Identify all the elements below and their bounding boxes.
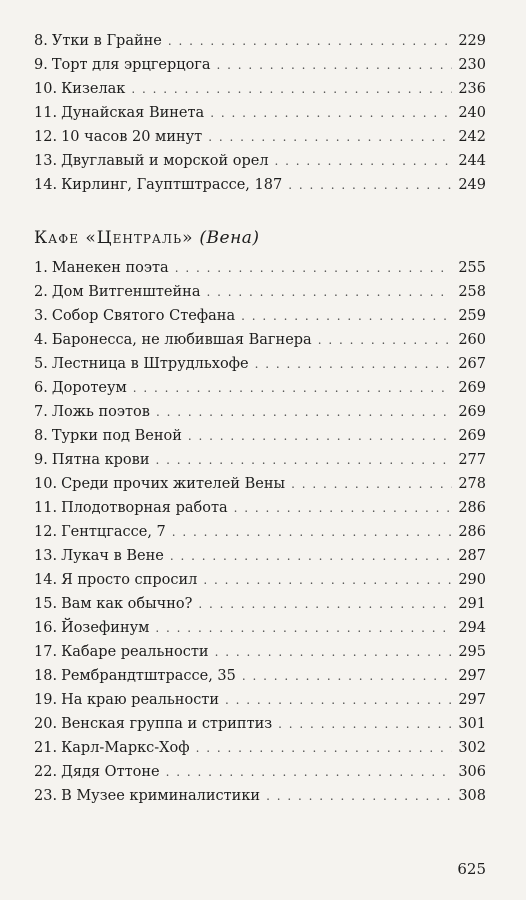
toc-entry — [34, 256, 486, 280]
toc-entry-page: 301 — [458, 716, 486, 732]
toc-dot-leader — [234, 496, 452, 520]
toc-entry — [34, 664, 486, 688]
toc-entry-title: Дом Витгенштейна — [51, 284, 201, 300]
toc-entry — [34, 424, 486, 448]
toc-entry-page: 259 — [458, 308, 486, 324]
toc-entry — [34, 173, 486, 197]
toc-list-cafe-central — [34, 256, 486, 808]
toc-entry-title: Лукач в Вене — [61, 548, 164, 564]
toc-dot-leader — [196, 736, 452, 760]
toc-entry-number: 12. — [34, 524, 58, 540]
toc-entry-title: Баронесса, не любившая Вагнера — [51, 332, 312, 348]
toc-entry — [34, 125, 486, 149]
toc-entry-page: 286 — [458, 500, 486, 516]
toc-entry-title: Кирлинг, Гауптштрассе, 187 — [61, 177, 283, 193]
toc-entry-title: Кизелак — [61, 81, 126, 97]
toc-dot-leader — [255, 352, 452, 376]
toc-entry — [34, 688, 486, 712]
toc-dot-leader — [266, 784, 452, 808]
toc-entry-page: 278 — [458, 476, 486, 492]
toc-entry — [34, 328, 486, 352]
toc-entry-number: 9. — [34, 57, 48, 73]
toc-dot-leader — [156, 400, 452, 424]
toc-entry-title: Доротеум — [51, 380, 127, 396]
toc-entry-number: 3. — [34, 308, 48, 324]
toc-dot-leader — [188, 424, 452, 448]
toc-entry-page: 294 — [458, 620, 486, 636]
toc-entry-page: 240 — [458, 105, 486, 121]
toc-entry-title: Йозефинум — [61, 620, 150, 636]
toc-entry-title: Рембрандтштрассе, 35 — [61, 668, 236, 684]
toc-entry-page: 269 — [458, 404, 486, 420]
toc-dot-leader — [241, 304, 452, 328]
toc-entry-number: 4. — [34, 332, 48, 348]
toc-dot-leader — [155, 448, 452, 472]
toc-entry-title: Собор Святого Стефана — [51, 308, 236, 324]
toc-entry — [34, 784, 486, 808]
page-number: 625 — [457, 860, 486, 878]
toc-entry — [34, 736, 486, 760]
toc-entry-page: 297 — [458, 692, 486, 708]
toc-entry-number: 10. — [34, 81, 58, 97]
toc-entry-number: 15. — [34, 596, 58, 612]
toc-entry-page: 302 — [458, 740, 486, 756]
toc-entry — [34, 77, 486, 101]
toc-entry-page: 306 — [458, 764, 486, 780]
toc-entry-page: 230 — [458, 57, 486, 73]
toc-list-previous-section — [34, 29, 486, 197]
toc-dot-leader — [225, 688, 452, 712]
toc-entry-number: 7. — [34, 404, 48, 420]
toc-dot-leader — [217, 53, 452, 77]
toc-entry-page: 290 — [458, 572, 486, 588]
toc-entry-number: 13. — [34, 153, 58, 169]
toc-entry — [34, 149, 486, 173]
toc-dot-leader — [170, 544, 452, 568]
toc-entry-number: 2. — [34, 284, 48, 300]
toc-entry-number: 10. — [34, 476, 58, 492]
toc-entry-title: Пятна крови — [51, 452, 150, 468]
toc-dot-leader — [318, 328, 452, 352]
toc-entry-page: 229 — [458, 33, 486, 49]
toc-entry-page: 269 — [458, 380, 486, 396]
toc-entry — [34, 568, 486, 592]
toc-entry-title: Манекен поэта — [51, 260, 169, 276]
toc-entry-page: 258 — [458, 284, 486, 300]
toc-dot-leader — [168, 29, 452, 53]
toc-entry-number: 18. — [34, 668, 58, 684]
toc-entry-number: 14. — [34, 572, 58, 588]
toc-entry — [34, 640, 486, 664]
toc-entry-page: 295 — [458, 644, 486, 660]
toc-entry-title: Торт для эрцгерцога — [51, 57, 211, 73]
toc-entry-title: Гентцгассе, 7 — [61, 524, 166, 540]
toc-entry-title: Двуглавый и морской орел — [61, 153, 269, 169]
toc-entry-number: 8. — [34, 33, 48, 49]
toc-entry-page: 286 — [458, 524, 486, 540]
toc-dot-leader — [278, 712, 452, 736]
toc-entry-page: 269 — [458, 428, 486, 444]
toc-entry-title: 10 часов 20 минут — [61, 129, 203, 145]
toc-entry — [34, 304, 486, 328]
toc-entry-number: 14. — [34, 177, 58, 193]
toc-entry-title: На краю реальности — [61, 692, 219, 708]
toc-entry-title: Плодотворная работа — [61, 500, 228, 516]
toc-entry-number: 22. — [34, 764, 58, 780]
toc-entry-number: 11. — [34, 500, 58, 516]
toc-entry-page: 297 — [458, 668, 486, 684]
toc-entry-page: 277 — [458, 452, 486, 468]
toc-entry — [34, 29, 486, 53]
toc-entry-title: Дядя Оттоне — [61, 764, 160, 780]
toc-entry-page: 255 — [458, 260, 486, 276]
toc-entry-number: 5. — [34, 356, 48, 372]
toc-entry-number: 11. — [34, 105, 58, 121]
toc-entry — [34, 472, 486, 496]
toc-entry-page: 308 — [458, 788, 486, 804]
toc-entry-number: 12. — [34, 129, 58, 145]
toc-entry-title: Венская группа и стриптиз — [61, 716, 273, 732]
toc-dot-leader — [215, 640, 452, 664]
toc-entry-page: 249 — [458, 177, 486, 193]
toc-entry — [34, 760, 486, 784]
toc-entry-number: 1. — [34, 260, 48, 276]
toc-dot-leader — [198, 592, 452, 616]
toc-dot-leader — [291, 472, 452, 496]
toc-entry-title: В Музее криминалистики — [61, 788, 261, 804]
toc-entry — [34, 496, 486, 520]
toc-entry-page: 244 — [458, 153, 486, 169]
toc-entry-title: Лестница в Штрудльхофе — [51, 356, 249, 372]
toc-dot-leader — [131, 77, 452, 101]
toc-entry-title: Утки в Грайне — [51, 33, 162, 49]
toc-entry-page: 242 — [458, 129, 486, 145]
toc-entry-number: 20. — [34, 716, 58, 732]
toc-entry-page: 287 — [458, 548, 486, 564]
toc-dot-leader — [242, 664, 452, 688]
toc-entry-number: 19. — [34, 692, 58, 708]
toc-dot-leader — [203, 568, 452, 592]
section-subtitle: (Вена) — [199, 228, 260, 248]
toc-entry — [34, 712, 486, 736]
toc-entry-title: Вам как обычно? — [61, 596, 193, 612]
section-heading — [34, 228, 260, 248]
toc-entry — [34, 400, 486, 424]
toc-entry — [34, 376, 486, 400]
toc-dot-leader — [207, 280, 453, 304]
section-title: Кафе «Централь» — [34, 228, 194, 248]
toc-dot-leader — [208, 125, 452, 149]
toc-dot-leader — [155, 616, 452, 640]
toc-entry-title: Среди прочих жителей Вены — [61, 476, 286, 492]
toc-dot-leader — [133, 376, 452, 400]
toc-entry-title: Карл-Маркс-Хоф — [61, 740, 190, 756]
toc-dot-leader — [172, 520, 452, 544]
toc-dot-leader — [275, 149, 452, 173]
toc-entry-page: 260 — [458, 332, 486, 348]
toc-dot-leader — [175, 256, 452, 280]
toc-entry-number: 16. — [34, 620, 58, 636]
toc-entry — [34, 352, 486, 376]
toc-entry — [34, 520, 486, 544]
toc-entry-number: 6. — [34, 380, 48, 396]
toc-entry — [34, 448, 486, 472]
toc-entry-number: 9. — [34, 452, 48, 468]
toc-entry-number: 17. — [34, 644, 58, 660]
toc-entry — [34, 616, 486, 640]
toc-entry-number: 8. — [34, 428, 48, 444]
toc-entry — [34, 101, 486, 125]
toc-entry-page: 291 — [458, 596, 486, 612]
toc-entry-title: Кабаре реальности — [61, 644, 209, 660]
toc-entry-number: 23. — [34, 788, 58, 804]
toc-entry — [34, 592, 486, 616]
toc-entry-number: 13. — [34, 548, 58, 564]
toc-dot-leader — [288, 173, 452, 197]
toc-dot-leader — [166, 760, 452, 784]
toc-entry-title: Ложь поэтов — [51, 404, 150, 420]
toc-entry — [34, 544, 486, 568]
toc-entry-title: Турки под Веной — [51, 428, 182, 444]
toc-entry-page: 267 — [458, 356, 486, 372]
toc-dot-leader — [210, 101, 452, 125]
toc-entry-number: 21. — [34, 740, 58, 756]
toc-entry — [34, 280, 486, 304]
toc-entry-title: Я просто спросил — [61, 572, 198, 588]
toc-entry-page: 236 — [458, 81, 486, 97]
toc-entry — [34, 53, 486, 77]
toc-entry-title: Дунайская Винета — [61, 105, 205, 121]
